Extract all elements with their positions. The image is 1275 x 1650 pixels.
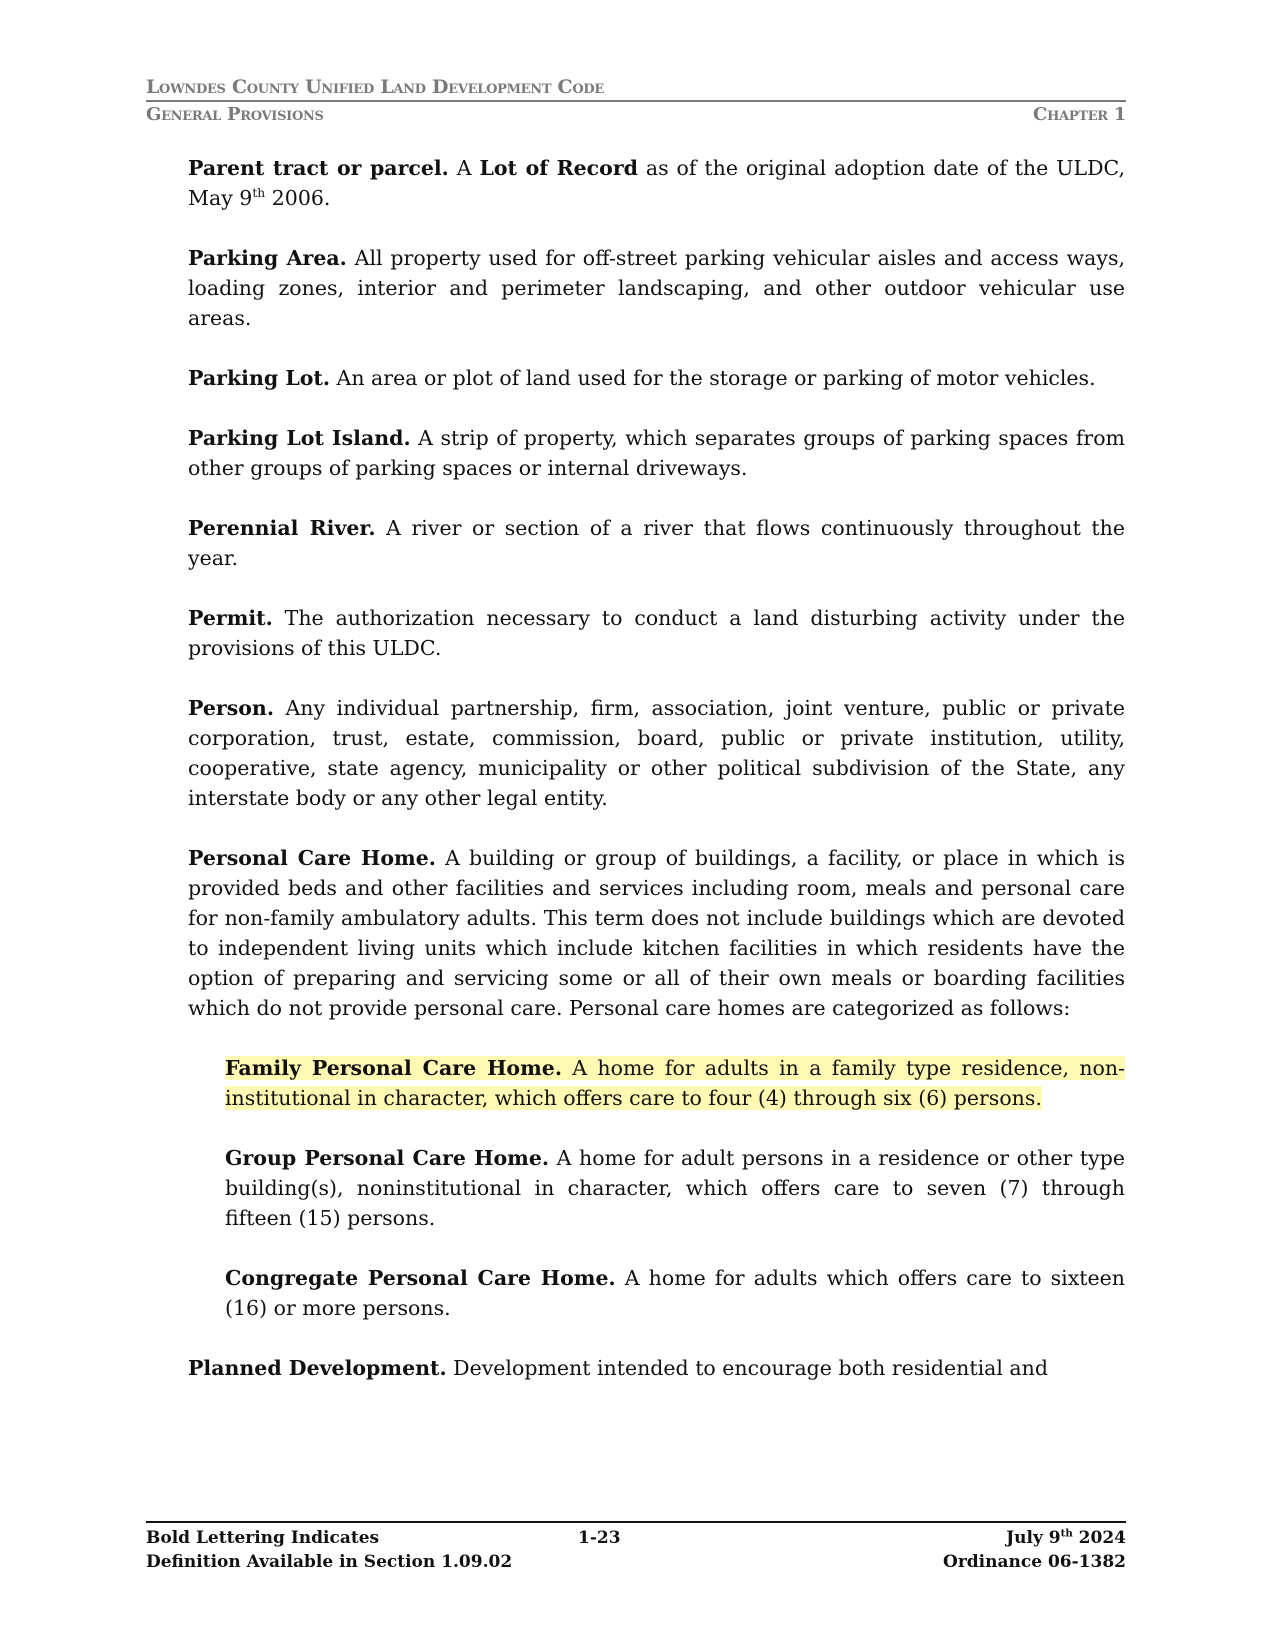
- definition-parent-tract: Parent tract or parcel. A Lot of Record as of the original adoption date of the ULDC, May 9th 2006.: [188, 156, 1125, 210]
- definition-term: Parking Lot.: [188, 366, 331, 390]
- definition-text: A home for adults in a family type residence, non-institutional in character, which offers care to four (4) through six (6) persons.: [225, 1056, 1125, 1110]
- footer-divider: [146, 1521, 1126, 1523]
- definition-text: A strip of property, which separates groups of parking spaces from other groups of parking spaces or internal driveways.: [188, 426, 1126, 480]
- definition-text: The authorization necessary to conduct a land disturbing activity under the provisions of this ULDC.: [188, 606, 1125, 660]
- document-body: [188, 153, 1125, 1413]
- section-title: General Provisions: [146, 104, 324, 125]
- definition-perennial-river: [188, 513, 1125, 573]
- definition-text: A home for adult persons in a residence or other type building(s), noninstitutional in character, which offers care to seven (7) through fifteen (15) persons.: [225, 1146, 1125, 1230]
- header-divider: [146, 100, 1126, 102]
- highlighted-text: [225, 1056, 1125, 1110]
- revision-date: July 9th 2024: [1006, 1527, 1126, 1548]
- subdefinition-group-personal-care-home: [225, 1143, 1125, 1233]
- document-title: Lowndes County Unified Land Development Code: [146, 76, 604, 98]
- definition-text: A building or group of buildings, a facility, or place in which is provided beds and other facilities and services including room, meals and personal care for non-family ambulatory adults. This term does not include buildings which are devoted to independent living units which include kitchen facilities in which residents have the option of preparing and servicing some or all of their own meals or boarding facilities which do not provide personal care. Personal care homes are categorized as follows:: [188, 846, 1125, 1020]
- definition-parking-lot: [188, 363, 1125, 393]
- definition-term: Group Personal Care Home.: [225, 1146, 550, 1170]
- ordinance-number: Ordinance 06-1382: [943, 1552, 1126, 1572]
- definition-permit: [188, 603, 1125, 663]
- definition-parking-area: [188, 243, 1125, 333]
- definition-term: Planned Development.: [188, 1356, 447, 1380]
- definition-term: Parking Lot Island.: [188, 426, 411, 450]
- definition-planned-development: [188, 1353, 1125, 1383]
- footer-revision: [943, 1526, 1126, 1574]
- definition-text: A river or section of a river that flows continuously throughout the year.: [188, 516, 1125, 570]
- definition-personal-care-home: [188, 843, 1125, 1023]
- definition-term: Person.: [188, 696, 274, 720]
- header-row: [146, 104, 1126, 125]
- definition-term: Parent tract or parcel.: [188, 156, 449, 180]
- definition-term: Permit.: [188, 606, 273, 630]
- definition-parking-lot-island: [188, 423, 1125, 483]
- definition-term: Family Personal Care Home.: [225, 1056, 562, 1080]
- definition-text: All property used for off-street parking vehicular aisles and access ways, loading zones, interior and perimeter landscaping, and other outdoor vehicular use areas.: [188, 246, 1125, 330]
- definition-term: Perennial River.: [188, 516, 376, 540]
- definition-person: [188, 693, 1125, 813]
- page-number: 1-23: [578, 1528, 621, 1548]
- footer-note: Bold Lettering Indicates Definition Available in Section 1.09.02: [146, 1528, 513, 1572]
- definition-text: Development intended to encourage both residential and: [446, 1356, 1048, 1380]
- definition-term: Parking Area.: [188, 246, 347, 270]
- cross-reference-term: Lot of Record: [479, 156, 638, 180]
- definition-text: Any individual partnership, firm, association, joint venture, public or private corporation, trust, estate, commission, board, public or private institution, utility, cooperative, state agency, municipality or other political subdivision of the State, any interstate body or any other legal entity.: [188, 696, 1125, 810]
- subdefinition-congregate-personal-care-home: [225, 1263, 1125, 1323]
- definition-term: Congregate Personal Care Home.: [225, 1266, 616, 1290]
- chapter-label: Chapter 1: [1033, 104, 1126, 125]
- definition-text: A home for adults which offers care to sixteen (16) or more persons.: [225, 1266, 1125, 1320]
- definition-text: An area or plot of land used for the storage or parking of motor vehicles.: [330, 366, 1096, 390]
- subdefinition-family-personal-care-home: [225, 1053, 1125, 1113]
- definition-term: Personal Care Home.: [188, 846, 436, 870]
